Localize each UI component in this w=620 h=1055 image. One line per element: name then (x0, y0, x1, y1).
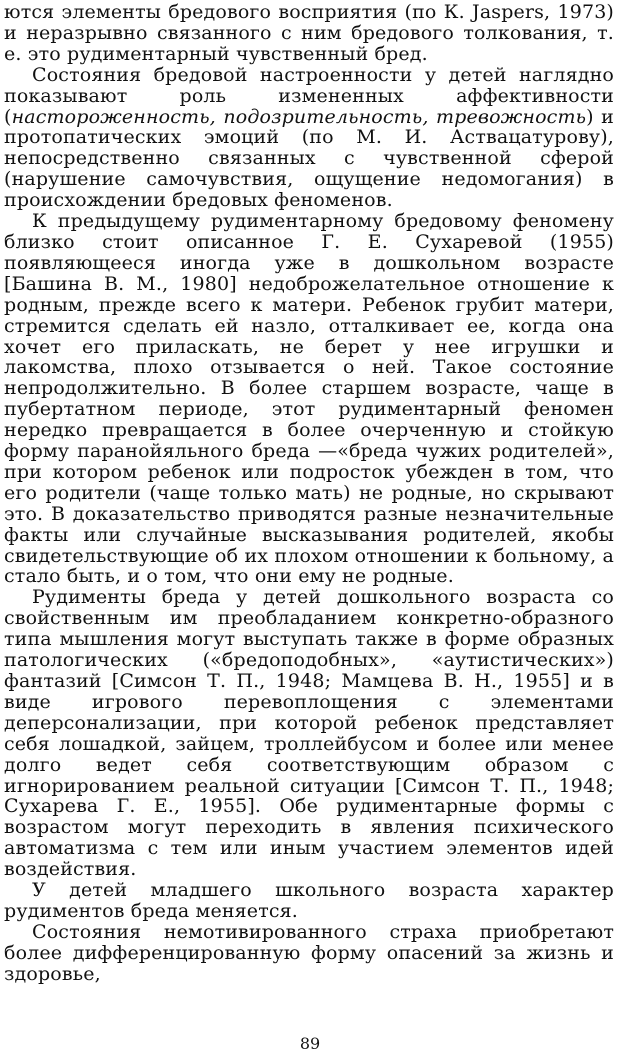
italic-text: настороженность, подозрительность, тревожность (11, 105, 587, 128)
paragraph (4, 587, 614, 880)
paragraph-text: Рудименты бреда у детей дошкольного возраста со свойственным им преобладанием конкретно-образного типа мышления могут выступать также в форме образных патологических («бредоподобных», «аутистических») фантазий [Симсон Т. П., 1948; Мамцева В. Н., 1955] и в виде игрового перевоплощения с элементами деперсонализации, при которой ребенок представляет себя лошадкой, зайцем, троллейбусом и более или менее долго ведет себя соответствующим образом с игнорированием реальной ситуации [Симсон Т. П., 1948; Сухарева Г. Е., 1955]. Обе рудиментарные формы с возрастом могут переходить в явления психического автоматизма с тем или иным участием элементов идей воздействия. (4, 586, 614, 881)
paragraph-text: Состояния бредовой настроенности у детей наглядно показывают роль измененных аффективности ( (4, 63, 614, 128)
paragraph (4, 211, 614, 587)
page-number: 89 (299, 1034, 321, 1053)
paragraph-text: ) и протопатических эмоций (по М. И. Аствацатурову), непосредственно связанных с чувственной сферой (нарушение самочувствия, ощущение недомогания) в происхождении бредовых феноменов. (4, 105, 614, 212)
paragraph-text: К предыдущему рудиментарному бредовому феномену близко стоит описанное Г. Е. Сухаревой (1955) появляющееся иногда уже в дошкольном возрасте [Башина В. М., 1980] недоброжелательное отношение к родным, прежде всего к матери. Ребенок грубит матери, стремится сделать ей назло, отталкивает ее, когда она хочет его приласкать, не берет у нее игрушки и лакомства, плохо отзывается о ней. Такое состояние непродолжительно. В более старшем возрасте, чаще в пубертатном периоде, этот рудиментарный феномен нередко превращается в более очерченную и стойкую форму паранойяльного бреда —«бреда чужих родителей», при котором ребенок или подросток убежден в том, что его родители (чаще только мать) не родные, но скрывают это. В доказательство приводятся разные незначительные факты или случайные высказывания родителей, якобы свидетельствующие об их плохом отношении к больному, а стало быть, и о том, что они ему не родные. (4, 210, 614, 588)
paragraph (4, 65, 614, 211)
body-text (4, 2, 614, 985)
paragraph (4, 922, 614, 985)
paragraph (4, 2, 614, 65)
paragraph (4, 880, 614, 922)
paragraph-text: ются элементы бредового восприятия (по К. Jaspers, 1973) и неразрывно связанного с ним бредового толкования, т. е. это рудиментарный чувственный бред. (4, 1, 614, 65)
paragraph-text: Состояния немотивированного страха приобретают более дифференцированную форму опасений за жизнь и здоровье, (4, 920, 614, 985)
paragraph-text: У детей младшего школьного возраста характер рудиментов бреда меняется. (4, 879, 614, 922)
